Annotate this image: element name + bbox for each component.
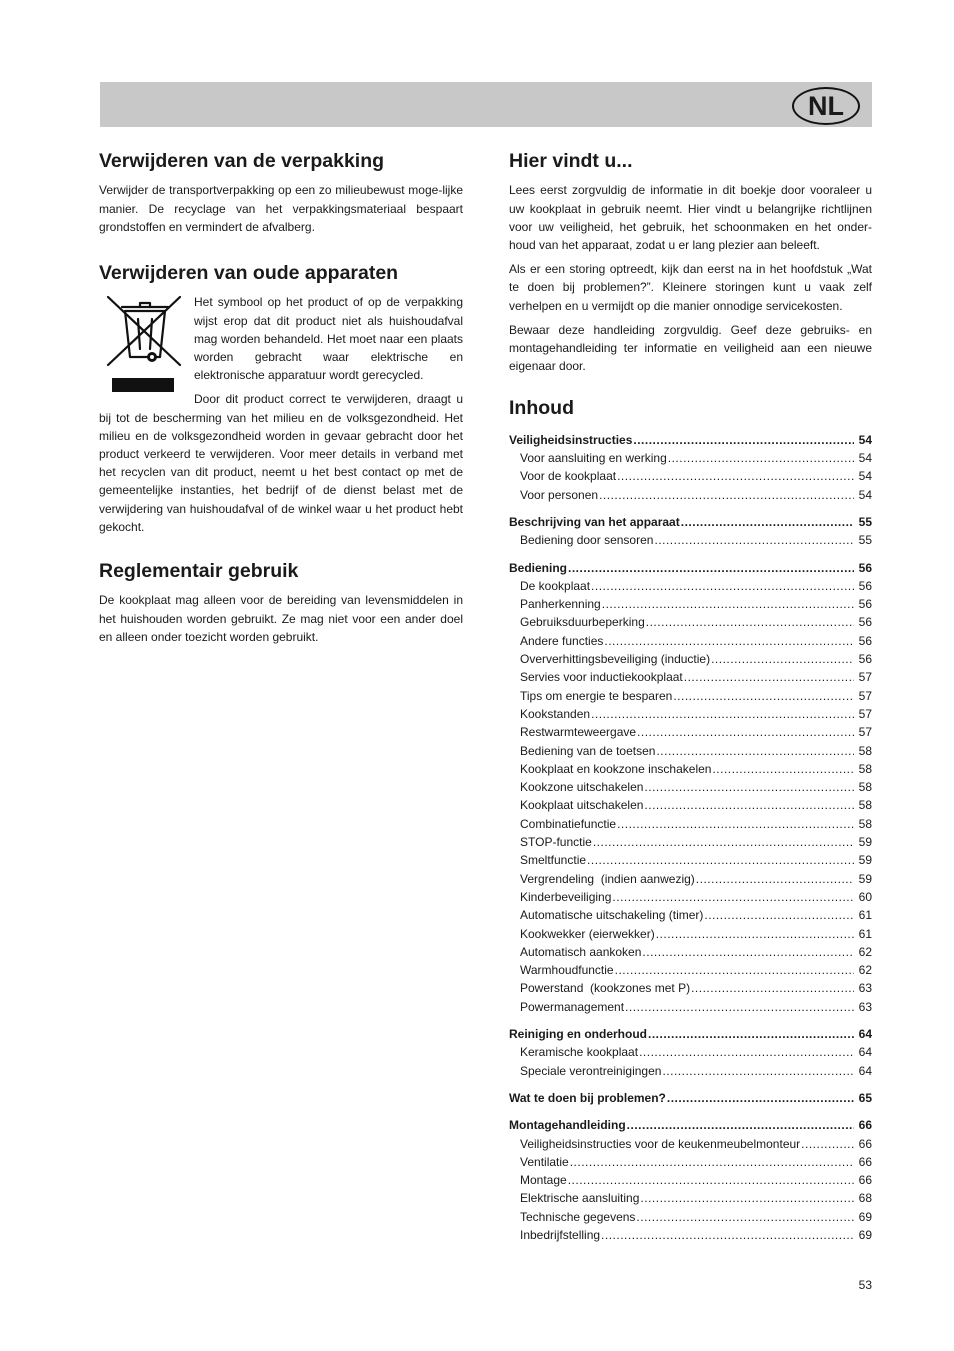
toc-entry-title: Powerstand (kookzones met P) [520, 981, 691, 996]
toc-dot-leader [711, 650, 854, 668]
intro-heading: Hier vindt u... [509, 150, 633, 172]
toc-entry-page: 57 [858, 670, 872, 685]
toc-entry-title: Servies voor inductiekookplaat [520, 670, 683, 685]
toc-entry-title: Restwarmteweergave [520, 725, 637, 740]
toc-dot-leader [639, 1043, 854, 1061]
toc-entry-title: Automatisch aankoken [520, 944, 642, 959]
toc-group [509, 1089, 872, 1107]
toc-item[interactable] [509, 760, 872, 778]
intro-text-3: Bewaar deze handleiding zorgvuldig. Geef deze gebruiks- en montagehandleiding ter informatie en veiligheid aan een nieuwe eigenaar door. [509, 322, 872, 374]
toc-entry-title: Bediening van de toetsen [520, 743, 656, 758]
toc-dot-leader [681, 513, 854, 531]
toc-entry-page: 56 [858, 615, 872, 630]
toc-dot-leader [673, 687, 854, 705]
toc-entry-page: 62 [858, 944, 872, 959]
toc-dot-leader [617, 467, 854, 485]
toc-entry-page: 56 [858, 578, 872, 593]
toc-dot-leader [654, 531, 854, 549]
toc-entry-page: 66 [858, 1173, 872, 1188]
packaging-heading: Verwijderen van de verpakking [99, 150, 385, 172]
toc-entry-title: Andere functies [520, 633, 604, 648]
toc-entry-title: Kookzone uitschakelen [520, 780, 644, 795]
toc-item[interactable] [509, 1226, 872, 1244]
right-column [509, 150, 872, 1253]
toc-item[interactable] [509, 687, 872, 705]
toc-entry-page: 59 [858, 835, 872, 850]
toc-dot-leader [656, 742, 854, 760]
toc-item[interactable] [509, 632, 872, 650]
toc-entry-page: 58 [858, 798, 872, 813]
toc-dot-leader [570, 1153, 854, 1171]
toc-entry-title: Reiniging en onderhoud [509, 1027, 647, 1042]
toc-entry-title: Bediening door sensoren [520, 533, 654, 548]
toc-entry-page: 58 [858, 761, 872, 776]
toc-item[interactable] [509, 595, 872, 613]
toc-entry-page: 66 [858, 1118, 872, 1133]
toc-dot-leader [656, 925, 854, 943]
intro-text-2: Als er een storing optreedt, kijk dan eerst na in het hoofdstuk „Wat te doen bij problemen?”. Kleinere storingen kunt u vaak zelf verhelpen en u vermijdt op die manier onnodige servicekosten. [509, 262, 872, 313]
toc-item[interactable] [509, 577, 872, 595]
toc-entry-title: Oververhittingsbeveiliging (inductie) [520, 652, 711, 667]
toc-dot-leader [599, 486, 854, 504]
toc-dot-leader [667, 1089, 854, 1107]
toc-entry-page: 54 [858, 432, 872, 447]
page-number: 53 [858, 1278, 872, 1292]
toc-entry-page: 55 [858, 515, 872, 529]
toc-item[interactable] [509, 531, 872, 549]
toc-entry-title: Kookwekker (eierwekker) [520, 926, 655, 941]
toc-entry-title: Kinderbeveiliging [520, 889, 612, 904]
toc-item[interactable] [509, 1062, 872, 1080]
toc-chapter[interactable] [509, 431, 872, 449]
toc-dot-leader [648, 1025, 854, 1043]
toc-dot-leader [712, 760, 854, 778]
toc-entry-title: Veiligheidsinstructies [509, 432, 633, 447]
toc-dot-leader [587, 851, 854, 869]
toc-dot-leader [636, 1208, 854, 1226]
toc-entry-page: 54 [858, 469, 872, 484]
toc-chapter[interactable] [509, 1025, 872, 1043]
toc-item[interactable] [509, 979, 872, 997]
intended-use-section [99, 560, 463, 646]
toc-group [509, 1025, 872, 1080]
toc-entry-page: 54 [858, 487, 872, 502]
toc-entry-page: 64 [858, 1063, 872, 1078]
crossed-out-wheelie-bin-icon [99, 293, 189, 395]
toc-item[interactable] [509, 961, 872, 979]
toc-entry-page: 61 [858, 908, 872, 923]
toc-entry-page: 61 [858, 926, 872, 941]
toc-dot-leader [593, 833, 854, 851]
toc-entry-title: Vergrendeling (indien aanwezig) [520, 871, 695, 886]
toc-entry-page: 56 [858, 560, 872, 575]
toc-item[interactable] [509, 1135, 872, 1153]
toc-item[interactable] [509, 1208, 872, 1226]
toc-dot-leader [696, 870, 854, 888]
toc-item[interactable] [509, 925, 872, 943]
toc-dot-leader [617, 815, 854, 833]
toc-entry-page: 58 [858, 780, 872, 795]
toc-item[interactable] [509, 1043, 872, 1061]
toc-item[interactable] [509, 851, 872, 869]
toc-entry-title: Panherkenning [520, 597, 601, 612]
toc-entry-page: 68 [858, 1191, 872, 1206]
toc-entry-page: 63 [858, 981, 872, 996]
toc-entry-title: Combinatiefunctie [520, 816, 617, 831]
toc-entry-title: Smeltfunctie [520, 853, 587, 868]
toc-entry-title: Voor de kookplaat [520, 469, 617, 484]
toc-item[interactable] [509, 778, 872, 796]
intended-use-heading: Reglementair gebruik [99, 560, 299, 583]
toc-item[interactable] [509, 467, 872, 485]
toc-entry-page: 56 [858, 633, 872, 648]
toc-entry-title: Montagehandleiding [509, 1118, 626, 1133]
toc-entry-title: Gebruiksduurbeperking [520, 615, 645, 630]
intro-section [509, 150, 872, 375]
toc-entry-page: 65 [858, 1090, 872, 1105]
toc-dot-leader [801, 1135, 854, 1153]
toc-item[interactable] [509, 998, 872, 1016]
toc-dot-leader [704, 906, 854, 924]
toc-entry-page: 62 [858, 963, 872, 978]
toc-dot-leader [568, 1171, 854, 1189]
toc-entry-page: 58 [858, 743, 872, 758]
toc-dot-leader [615, 961, 854, 979]
toc-item[interactable] [509, 449, 872, 467]
old-devices-heading: Verwijderen van oude apparaten [99, 262, 399, 284]
old-devices-section [99, 262, 463, 536]
header-bar [100, 82, 872, 127]
old-devices-text-1: Het symbool op het product of op de verpakking wijst erop dat dit product niet als huishoudafval mag worden behandeld. Het moet naar een plaats worden gebracht waar elektrische en elektronische apparatuur wordt gerecycled. [194, 295, 463, 383]
toc-group [509, 559, 872, 1016]
toc-entry-title: Kookplaat en kookzone inschakelen [520, 761, 712, 776]
toc-entry-title: Elektrische aansluiting [520, 1191, 640, 1206]
toc-entry-title: Powermanagement [520, 999, 625, 1014]
toc-entry-title: Kookstanden [520, 706, 591, 721]
toc-entry-page: 64 [858, 1027, 872, 1042]
language-code: NL [808, 90, 844, 121]
toc-entry-page: 69 [858, 1227, 872, 1242]
toc-entry-title: De kookplaat [520, 578, 591, 593]
toc-item[interactable] [509, 943, 872, 961]
toc-dot-leader [637, 723, 854, 741]
toc-item[interactable] [509, 1171, 872, 1189]
toc-entry-page: 66 [858, 1136, 872, 1151]
toc-entry-page: 66 [858, 1154, 872, 1169]
toc-item[interactable] [509, 906, 872, 924]
toc-item[interactable] [509, 1189, 872, 1207]
toc-entry-title: STOP-functie [520, 835, 592, 850]
toc-entry-title: Montage [520, 1173, 567, 1188]
toc-item[interactable] [509, 613, 872, 631]
toc-dot-leader [644, 796, 854, 814]
toc-dot-leader [646, 613, 854, 631]
toc-entry-title: Kookplaat uitschakelen [520, 798, 644, 813]
toc-item[interactable] [509, 870, 872, 888]
toc-chapter[interactable] [509, 559, 872, 577]
toc-entry-page: 58 [858, 816, 872, 831]
intended-use-text: De kookplaat mag alleen voor de bereiding van levensmiddelen in het huishouden worden gebruikt. Ze mag niet voor een ander doel en alleen onder toezicht worden gebruikt. [99, 593, 463, 644]
toc-entry-title: Bediening [509, 560, 568, 575]
toc-entry-page: 59 [858, 871, 872, 886]
toc-dot-leader [662, 1062, 854, 1080]
toc-entry-title: Ventilatie [520, 1154, 569, 1169]
toc-item[interactable] [509, 705, 872, 723]
toc-dot-leader [644, 778, 854, 796]
intro-text-1: Lees eerst zorgvuldig de informatie in dit boekje door vooraleer u uw kookplaat in gebruik neemt. Hier vindt u belangrijke richtlijnen voor uw veiligheid, het gebruik, het schoonmaken en het onder-houd van het apparaat, zodat u er lang plezier aan beleeft. [509, 183, 872, 252]
toc-dot-leader [591, 577, 854, 595]
toc-entry-title: Inbedrijfstelling [520, 1227, 601, 1242]
toc-entry-page: 54 [858, 451, 872, 466]
toc-dot-leader [691, 979, 854, 997]
toc-chapter[interactable] [509, 1116, 872, 1134]
toc-dot-leader [602, 595, 854, 613]
toc-entry-title: Warmhoudfunctie [520, 963, 614, 978]
toc-dot-leader [625, 998, 854, 1016]
toc-dot-leader [627, 1116, 854, 1134]
toc-item[interactable] [509, 668, 872, 686]
toc-item[interactable] [509, 815, 872, 833]
toc-entry-title: Keramische kookplaat [520, 1045, 639, 1060]
packaging-text: Verwijder de transportverpakking op een zo milieubewust moge-lijke manier. De recyclage van het verpakkingsmateriaal bespaart grondstoffen en vermindert de afvalberg. [99, 183, 463, 234]
toc-dot-leader [684, 668, 854, 686]
toc-dot-leader [642, 943, 854, 961]
toc-entry-page: 63 [858, 999, 872, 1014]
toc-group [509, 513, 872, 550]
toc-entry-title: Technische gegevens [520, 1209, 636, 1224]
toc-chapter[interactable] [509, 1089, 872, 1107]
toc-entry-title: Wat te doen bij problemen? [509, 1090, 666, 1105]
toc-entry-page: 69 [858, 1209, 872, 1224]
toc-item[interactable] [509, 723, 872, 741]
toc-entry-page: 64 [858, 1045, 872, 1060]
table-of-contents [509, 431, 872, 1244]
toc-entry-title: Voor aansluiting en werking [520, 451, 667, 466]
left-column [99, 150, 463, 668]
toc-heading: Inhoud [509, 397, 574, 420]
toc-item[interactable] [509, 833, 872, 851]
toc-dot-leader [640, 1189, 854, 1207]
toc-entry-title: Automatische uitschakeling (timer) [520, 908, 704, 923]
packaging-section [99, 150, 463, 236]
toc-group [509, 1116, 872, 1244]
toc-item[interactable] [509, 486, 872, 504]
toc-entry-page: 57 [858, 725, 872, 740]
toc-dot-leader [601, 1226, 854, 1244]
toc-entry-page: 57 [858, 688, 872, 703]
toc-entry-page: 57 [858, 706, 872, 721]
toc-dot-leader [668, 449, 854, 467]
toc-entry-title: Beschrijving van het apparaat [509, 515, 680, 529]
toc-item[interactable] [509, 796, 872, 814]
toc-entry-title: Veiligheidsinstructies voor de keukenmeubelmonteur [520, 1136, 801, 1151]
toc-entry-page: 56 [858, 597, 872, 612]
toc-dot-leader [612, 888, 854, 906]
old-devices-text-2: Door dit product correct te verwijderen, draagt u bij tot de bescherming van het milieu en de volksgezondheid. Het milieu en de volksgezondheid worden in gevaar gebracht door het product verkeerd te verwijderen. Voor meer details in verband met het recyclen van dit product, neemt u het best contact op met de gemeentelijke instanties, het bedrijf of de dienst belast met de verwijdering van huishoudafval of de winkel waar u het product hebt gekocht. [99, 392, 463, 534]
toc-entry-title: Speciale verontreinigingen [520, 1063, 662, 1078]
toc-group [509, 431, 872, 504]
toc-dot-leader [591, 705, 854, 723]
toc-entry-page: 55 [858, 533, 872, 548]
toc-entry-page: 60 [858, 889, 872, 904]
toc-entry-page: 56 [858, 652, 872, 667]
toc-entry-title: Tips om energie te besparen [520, 688, 673, 703]
toc-dot-leader [633, 431, 854, 449]
toc-dot-leader [568, 559, 854, 577]
toc-entry-page: 59 [858, 853, 872, 868]
toc-item[interactable] [509, 650, 872, 668]
toc-entry-title: Voor personen [520, 487, 599, 502]
toc-dot-leader [604, 632, 854, 650]
toc-item[interactable] [509, 1153, 872, 1171]
toc-item[interactable] [509, 888, 872, 906]
language-badge [792, 87, 860, 125]
toc-chapter[interactable] [509, 513, 872, 531]
toc-item[interactable] [509, 742, 872, 760]
